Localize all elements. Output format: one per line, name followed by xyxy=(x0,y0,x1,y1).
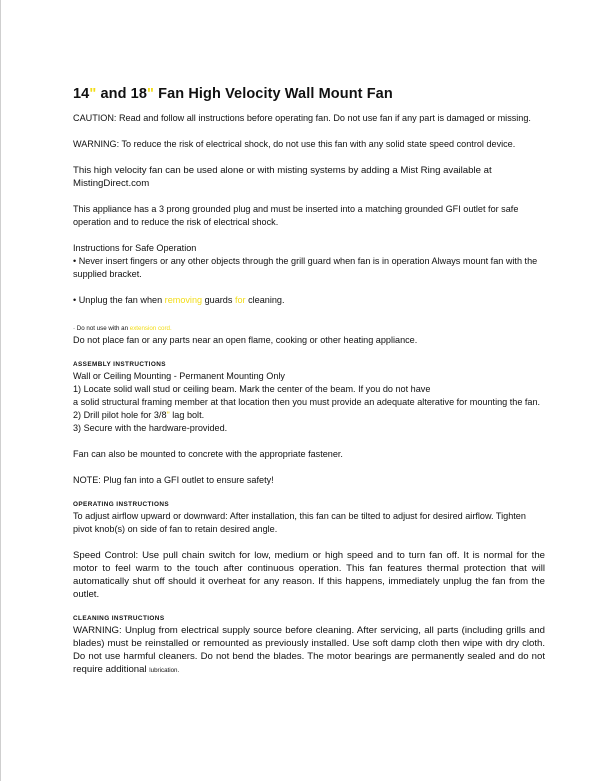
adjust-airflow-paragraph: To adjust airflow upward or downward: After installation, this fan can be tilted to adjust for desired airflow. Tighten pivot knob(s) on side of fan to retain desired angle. xyxy=(73,511,526,534)
title-quote-2: " xyxy=(147,86,154,102)
safe-operation-heading: Instructions for Safe Operation xyxy=(73,243,197,253)
extension-cord-item: · Do not use with an extension cord. xyxy=(73,325,172,332)
grounded-plug-paragraph: This appliance has a 3 prong grounded plug and must be inserted into a matching grounded GFI outlet for safe operation and to reduce the risk of electrical shock. xyxy=(73,204,519,227)
page-edge xyxy=(0,0,1,781)
operating-heading: OPERATING INSTRUCTIONS xyxy=(73,501,170,508)
gfi-note: NOTE: Plug fan into a GFI outlet to ensure safety! xyxy=(73,475,274,485)
document-title: 14" and 18" Fan High Velocity Wall Mount Fan xyxy=(73,86,393,102)
caution-paragraph: CAUTION: Read and follow all instructions before operating fan. Do not use fan if any part is damaged or missing. xyxy=(73,113,531,123)
mounting-subheading: Wall or Ceiling Mounting - Permanent Mounting Only xyxy=(73,371,285,381)
assembly-step-1-cont: a solid structural framing member at that location then you must provide an adequate alterative for mounting the fan. xyxy=(73,397,541,407)
open-flame-paragraph: Do not place fan or any parts near an open flame, cooking or other heating appliance. xyxy=(73,335,418,345)
document-page xyxy=(73,86,545,677)
cleaning-heading: CLEANING INSTRUCTIONS xyxy=(73,615,165,622)
unplug-item: • Unplug the fan when removing guards for cleaning. xyxy=(73,295,285,305)
speed-control-paragraph: Speed Control: Use pull chain switch for low, medium or high speed and to turn fan off. It is normal for the motor to feel warm to the touch after continuous operation. This fan features thermal protection that will automatically shut off should it overheat for any reason. If this happens, immediately unplug the fan from the outlet. xyxy=(73,550,545,600)
mist-ring-paragraph: This high velocity fan can be used alone or with misting systems by adding a Mist Ring available at MistingDirect.com xyxy=(73,165,492,189)
assembly-step-3: 3) Secure with the hardware-provided. xyxy=(73,423,228,433)
title-quote-1: " xyxy=(89,86,97,102)
assembly-step-2: 2) Drill pilot hole for 3/8" lag bolt. xyxy=(73,410,205,420)
concrete-paragraph: Fan can also be mounted to concrete with the appropriate fastener. xyxy=(73,449,343,459)
safe-operation-item: • Never insert fingers or any other objects through the grill guard when fan is in operation Always mount fan with the supplied bracket. xyxy=(73,256,538,279)
assembly-step-1: 1) Locate solid wall stud or ceiling beam. Mark the center of the beam. If you do not have xyxy=(73,384,431,394)
assembly-heading: ASSEMBLY INSTRUCTIONS xyxy=(73,361,166,368)
cleaning-paragraph: WARNING: Unplug from electrical supply source before cleaning. After servicing, all parts (including grills and blades) must be reinstalled or remounted as previously installed. Use soft damp cloth then wipe with dry cloth. Do not use harmful cleaners. Do not bend the blades. The motor bearings are permanently sealed and do not require additional lubrication. xyxy=(73,625,545,675)
warning-paragraph: WARNING: To reduce the risk of electrical shock, do not use this fan with any solid state speed control device. xyxy=(73,139,516,149)
